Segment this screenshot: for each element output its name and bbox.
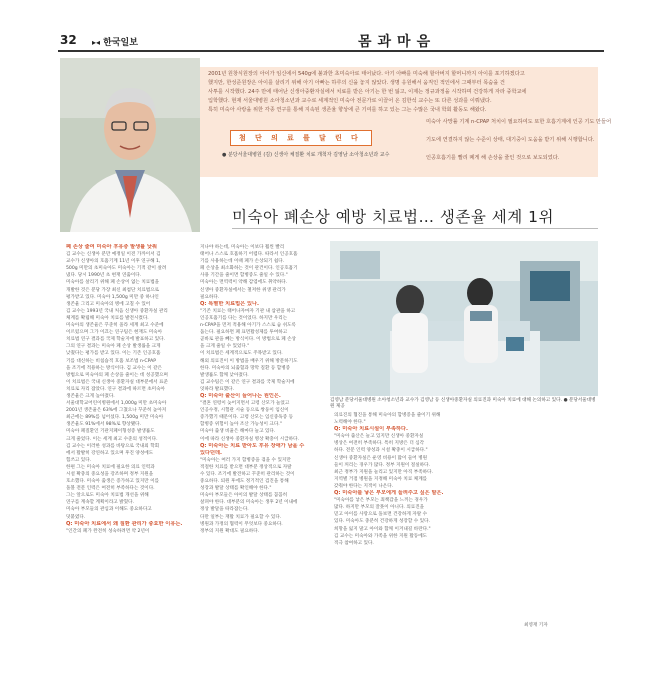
body-text-line: "미숙아를 낳은 부모는 죄책감을 느끼는 경우가: [334, 498, 428, 504]
body-text-line: 이에 따라 신생아 중환자실 병상 확충이 시급하다.: [200, 436, 299, 442]
article-column-2: [200, 244, 322, 535]
body-text-line: 500g 미만의 초미숙아도 미숙아는 기적 같이 살려: [66, 266, 167, 272]
body-text-line: 김 교수는 1993년 국내 처음 신생아 중환자실 관리: [66, 308, 168, 314]
body-text-line: 서울대학교어린이병원에서 1,000g 미만 초미숙아: [66, 401, 167, 407]
body-text-line: 갖춰야 한다는 지적이 나온다.: [334, 483, 394, 489]
body-text-line: 정부의 지원 확대도 필요하다.: [200, 528, 260, 534]
body-text-line: 에서 활발히 강연하고 있으며 후진 양성에도: [66, 450, 154, 456]
body-text-line: 의료진의 협진을 통해 미숙아의 합병증을 줄이기 위해: [334, 413, 441, 418]
reporter-credit: 최영재 기자: [524, 623, 548, 628]
body-text-line: "기존 치료는 태어나자마자 기관 내 삽관을 하고: [200, 308, 296, 314]
body-text-line: 들이 꺼리는 경우가 많다. 정부 지원이 절실하다.: [334, 462, 430, 468]
intro-line: 했지만, 한성준원장은 아이를 살리기 위해 아기 아빠는 하루의 신을 놓지 않았다. 생명 응원해서 움직인 적인에서 그때부터 목숨을 건: [208, 80, 505, 86]
body-text-line: 그는 앞으로도 미숙아 치료법 개선을 위해: [66, 493, 149, 499]
body-text-line: 미숙아는 면역력이 약해 감염에도 취약하다.: [200, 280, 288, 286]
body-text-line: 개발한 것은 분당 가장 최신 최첨단 치료법으로: [66, 287, 160, 293]
body-text-line: 폐 손상을 최소화하는 것이 관건이다. 인공호흡기: [200, 266, 298, 272]
question-subhead: Q: 미숙아 치료시설이 부족하다.: [334, 426, 409, 433]
newspaper-logo: [92, 35, 138, 48]
intro-line: 입학했다. 현재 서울대병원 소아청소년과 교수로 세계적인 미숙아 전문가로 이끌어 온 김한석 교수는 또 다른 성과를 이뤄냈다.: [208, 98, 492, 104]
body-text-line: 해외 의료진이 이 방법을 배우기 위해 방문하기도: [200, 358, 298, 364]
body-text-line: 지나야 하는데, 미숙아는 이보다 훨씬 빨리: [200, 245, 285, 250]
body-text-line: 태어나 스스로 호흡하기 어렵다. 따라서 인공호흡: [200, 252, 298, 258]
tagline-char: 료: [287, 134, 294, 142]
tagline-char: 첨: [239, 134, 246, 142]
logo-text: 한국일보: [103, 38, 138, 48]
body-text-line: 체계를 확립해 미숙아 치료를 발전시켰다.: [66, 315, 149, 321]
body-text-line: 하다. 전문 인력 양성과 시설 확충이 시급하다.": [334, 448, 428, 454]
body-text-line: 기를 사용하는데 이때 폐가 손상되기 쉽다.: [200, 259, 285, 265]
body-text-line: 을 크게 줄일 수 있었다.": [200, 344, 250, 350]
body-text-line: 이 치료법은 국내 신생아 중환자실 대부분에서 표준: [66, 379, 168, 385]
intro-line: 기도에 연결하지 않는 수준이 상태, 대기중이 도움을 받기 위해 시행합니다.: [426, 137, 595, 143]
question-subhead: Q: 미숙아 출산이 늘어나는 원인은.: [200, 392, 281, 399]
body-text-line: 적극 참여하고 있다.: [334, 540, 374, 546]
body-text-line: 믿고 아이를 사랑으로 돌보면 건강하게 자랄 수: [334, 512, 428, 518]
body-text-line: 인공수정, 시험관 시술 등으로 쌍둥이 임신이: [200, 408, 289, 414]
header-divider: [58, 50, 604, 52]
body-text-line: 미숙아 출생 비율은 해마다 늘고 있다.: [200, 429, 276, 435]
article-column-1: [66, 244, 186, 535]
body-text-line: 2001년 생존율은 63%에 그쳤으나 꾸준히 높아져: [66, 408, 167, 414]
tagline-char: 의: [271, 134, 278, 142]
body-text-line: 평가받고 있다. 미숙아 1,500g 미만 중 하나인: [66, 294, 159, 300]
nicu-photo-caption: 김영남 분당서울대병원 소아청소년과 교수가 김영남 등 신생아중환자실 의료진과 미숙아 치료에 대해 논의하고 있다. ● 분당서울대병원 제공: [330, 398, 596, 409]
article-title: 미숙아 폐손상 예방 치료법… 생존율 세계 1위: [232, 208, 554, 226]
body-text-line: 병상은 여전히 부족하다. 특히 지방은 더 심각: [334, 441, 425, 447]
body-text-line: 생존율도 91%에서 98%로 향상됐다.: [66, 422, 142, 428]
body-text-line: 희망을 잃지 말고 아이와 함께 이겨내길 바란다.": [334, 526, 431, 532]
body-text-line: 최근에는 89%를 넘어섰다. 1,500g 미만 미숙아: [66, 415, 164, 421]
intro-line: 특히 미숙아 사랑을 위한 각종 연구를 통해 지속된 생존율 향상에 큰 기여를 하고 있는 그는 수많은 국내 학회 활동도 해왔다.: [208, 107, 487, 113]
body-text-line: 인공호흡기를 다는 것이었다. 하지만 우리는: [200, 315, 288, 321]
body-text-line: 한다. 미숙아의 뇌출혈과 망막 질환 등 합병증: [200, 365, 291, 371]
intro-line: 미숙아 사망률 기계 n-CPAP 처치이 필요하여도 또한 호흡기계에 인공 기도 만들어: [426, 119, 612, 125]
body-text-line: "미숙아 출산은 늘고 있지만 신생아 중환자실: [334, 434, 424, 440]
body-text-line: 방법으로 미숙아의 폐 손상을 줄이는 데 성공했으며: [66, 372, 168, 378]
body-text-line: 필요하다.: [200, 294, 220, 300]
body-text-line: 힘쓰고 있다.: [66, 457, 92, 463]
page-number: 32: [60, 33, 77, 47]
body-text-line: 발생률도 함께 낮아졌다.: [200, 372, 249, 378]
body-text-line: 한편 그는 미숙아 치료에 필요한 의료 인력과: [66, 464, 155, 470]
body-text-line: 연구를 계속할 계획이라고 밝혔다.: [66, 500, 134, 506]
body-text-line: 합병증 위험이 높아 조산 가능성이 크다.": [200, 422, 282, 428]
body-text-line: 잇따라 발표했다.: [200, 386, 234, 392]
body-text-line: 그의 연구 결과는 미숙아 폐 손상 발생률을 크게: [66, 344, 161, 350]
body-text-line: 호소했다. 미숙아 출생은 증가하고 있지만 이를: [66, 479, 160, 485]
tagline-box: [230, 130, 372, 146]
body-text-line: 김 교수는 미숙아와 가족을 위한 지원 활동에도: [334, 533, 428, 539]
tagline-char: 를: [303, 134, 310, 142]
intro-line: 사투를 시작했다. 24주 만에 태어난 신생아중환자실에서 치료를 받은 아기는 한 번 잃고, 이제는 정규과정을 시작하며 건강하게 자라 중학교에: [208, 89, 527, 95]
tagline-char: 린: [335, 134, 342, 142]
question-subhead: 있다던데.: [200, 449, 223, 456]
body-text-line: 미숙아를 살리기 위해 폐 손상이 없는 치료법을: [66, 280, 160, 286]
intro-line: 2001년 원창식원장의 아이가 임신에서 540g에 불과한 초미숙아로 태어났다. 아기 아빠를 미숙해 할아버지 할머니까지 아이를 포기하겠다고: [208, 71, 525, 77]
body-text-line: "미숙아는 여러 가지 합병증을 겪을 수 있지만: [200, 457, 291, 463]
body-text-line: 김 교수는 이러한 성과를 바탕으로 국내외 학회: [66, 443, 160, 449]
body-text-line: 미숙아 부모들은 아이의 발달 상태를 꼼꼼히: [200, 493, 288, 499]
body-text-line: 지역별 거점 병원을 지정해 미숙아 치료 체계를: [334, 476, 428, 482]
body-text-line: 돌볼 전문 인력은 여전히 부족하다는 것이다.: [66, 486, 155, 492]
intro-line: 인공호흡기를 빨리 떼게 해 손상을 줄인 것으로 보도되었다.: [426, 155, 560, 161]
body-text-line: 적절한 치료를 받으면 대부분 정상적으로 자랄: [200, 464, 292, 470]
body-text-line: 증가했기 때문이다. 고령 산모는 임신중독증 등: [200, 415, 294, 421]
intro-box: [200, 67, 612, 177]
body-text-line: 이 치료법은 세계적으로도 주목받고 있다.: [200, 351, 283, 357]
body-text-line: 김 교수는 신생아 분만 예정일 이전 가까이서 김: [66, 252, 161, 258]
body-text-line: 다만 일부는 재활 치료가 필요할 수 있다.: [200, 514, 282, 520]
body-text-line: 사용 기간을 줄이면 합병증도 줄일 수 있다.": [200, 273, 288, 279]
logo-mark-icon: ▸◂: [92, 38, 101, 47]
body-text-line: 냈다. 당시 1990년 초 현재 연출이다.: [66, 273, 142, 279]
body-text-line: 수 있다. 조기에 발견하고 꾸준히 관리하는 것이: [200, 472, 295, 477]
body-text-line: 정상 발달을 따라잡는다.: [200, 507, 249, 513]
body-text-line: 교수가 신생아의 호흡기계 11년 이후 연구해 1,: [66, 259, 161, 265]
body-text-line: n-CPAP을 먼저 적용해 아기가 스스로 숨 쉬도록: [200, 323, 296, 329]
body-text-line: "인간의 폐가 완전히 성숙하려면 약 2년이: [66, 528, 150, 534]
body-text-line: 을 조기에 적용하는 방식이다. 김 교수는 이 같은: [66, 365, 162, 371]
body-text-line: 신생아 중환자실은 운영 비용이 많이 들어 병원: [334, 455, 428, 461]
body-text-line: 치료로 자리 잡았다. 연구 결과에 따르면 초미숙아: [66, 386, 165, 392]
body-text-line: 돕는다. 필요하면 폐 표면활성제를 투여하고: [200, 330, 288, 336]
tagline-char: 단: [255, 134, 262, 142]
body-text-line: "결혼 연령이 늦어지면서 고령 산모가 늘었고: [200, 401, 290, 407]
body-text-line: 노력해야 한다.": [334, 420, 366, 426]
body-text-line: 낮췄다는 평가를 받고 있다. 이는 기존 인공호흡: [66, 351, 161, 357]
body-text-line: 곧바로 관을 빼는 방식이다. 이 방법으로 폐 손상: [200, 337, 296, 343]
body-text-line: 미숙아 폐질환인 기관지폐이형성증 발생률도: [66, 429, 155, 435]
body-text-line: 치료법 연구 결과를 국제 학술지에 발표하고 있다.: [66, 337, 165, 343]
section-title: 몸과마음: [358, 34, 437, 50]
body-text-line: 있다. 미숙아도 충분히 건강하게 성장할 수 있다.: [334, 519, 430, 525]
tagline-char: 달: [319, 134, 326, 142]
body-text-line: 병원과 가정의 협력이 무엇보다 중요하다.: [200, 521, 283, 527]
article-column-3: [334, 412, 460, 547]
body-text-line: 김 교수팀은 이 같은 연구 결과를 국제 학술지에: [200, 379, 295, 385]
question-subhead: Q: 미숙아 치료에서 왜 질환 관리가 중요한 이유는.: [66, 520, 183, 527]
portrait-caption: ● 분당서울대병원 (김) 신생아 체질환 치료 개척자 김영남 소아청소년과 교수: [222, 152, 390, 158]
body-text-line: 많다. 하지만 부모의 잘못이 아니다. 의료진을: [334, 505, 425, 511]
title-divider: [232, 228, 598, 229]
body-text-line: 크게 줄었다. 이는 세계 최고 수준의 성적이다.: [66, 436, 158, 442]
body-text-line: 최근 정부가 지원을 늘리고 있지만 아직 부족하다.: [334, 469, 433, 475]
question-subhead: Q: 특별한 치료법은 있나.: [200, 300, 259, 307]
question-subhead: Q: 미숙아는 치료 받아도 후유 장애가 남을 수: [200, 442, 305, 449]
body-text-line: 기를 대신하는 비침습적 호흡 보조법 n-CPAP: [66, 358, 157, 364]
body-text-line: 미숙아 부모들의 관심과 이해도 중요하다고: [66, 507, 152, 513]
body-text-line: 신생아 중환자실에서는 철저한 위생 관리가: [200, 287, 286, 293]
body-text-line: 미숙아의 생존율은 꾸준히 올라 세계 최고 수준에: [66, 323, 164, 329]
body-text-line: 이르렀으며 그가 이끄는 연구팀은 현재도 미숙아: [66, 330, 163, 336]
question-subhead: Q: 미숙아를 낳은 부모에게 들려주고 싶은 말은.: [334, 490, 444, 497]
question-subhead: 폐 손상 줄여 미숙아 후유증 발생률 낮춰: [66, 244, 158, 250]
body-text-line: 덧붙였다.: [66, 514, 86, 520]
body-text-line: 생존율은 크게 높아졌다.: [66, 393, 115, 399]
body-text-line: 생존율 그리고 미숙아의 병에 고칠 수 있어: [66, 301, 151, 307]
doctor-portrait-photo: [60, 58, 200, 232]
body-text-line: 시설 확충의 중요성을 강조하며 정부 지원을: [66, 472, 154, 477]
nicu-photo: [330, 241, 598, 396]
body-text-line: 성장과 발달 상태를 확인해야 한다.": [200, 486, 272, 492]
tagline-char: 다: [351, 134, 358, 142]
body-text-line: 중요하다. 퇴원 후에도 정기적인 검진을 통해: [200, 479, 289, 485]
body-text-line: 살펴야 한다. 대부분의 미숙아는 생후 2년 이내에: [200, 500, 298, 506]
